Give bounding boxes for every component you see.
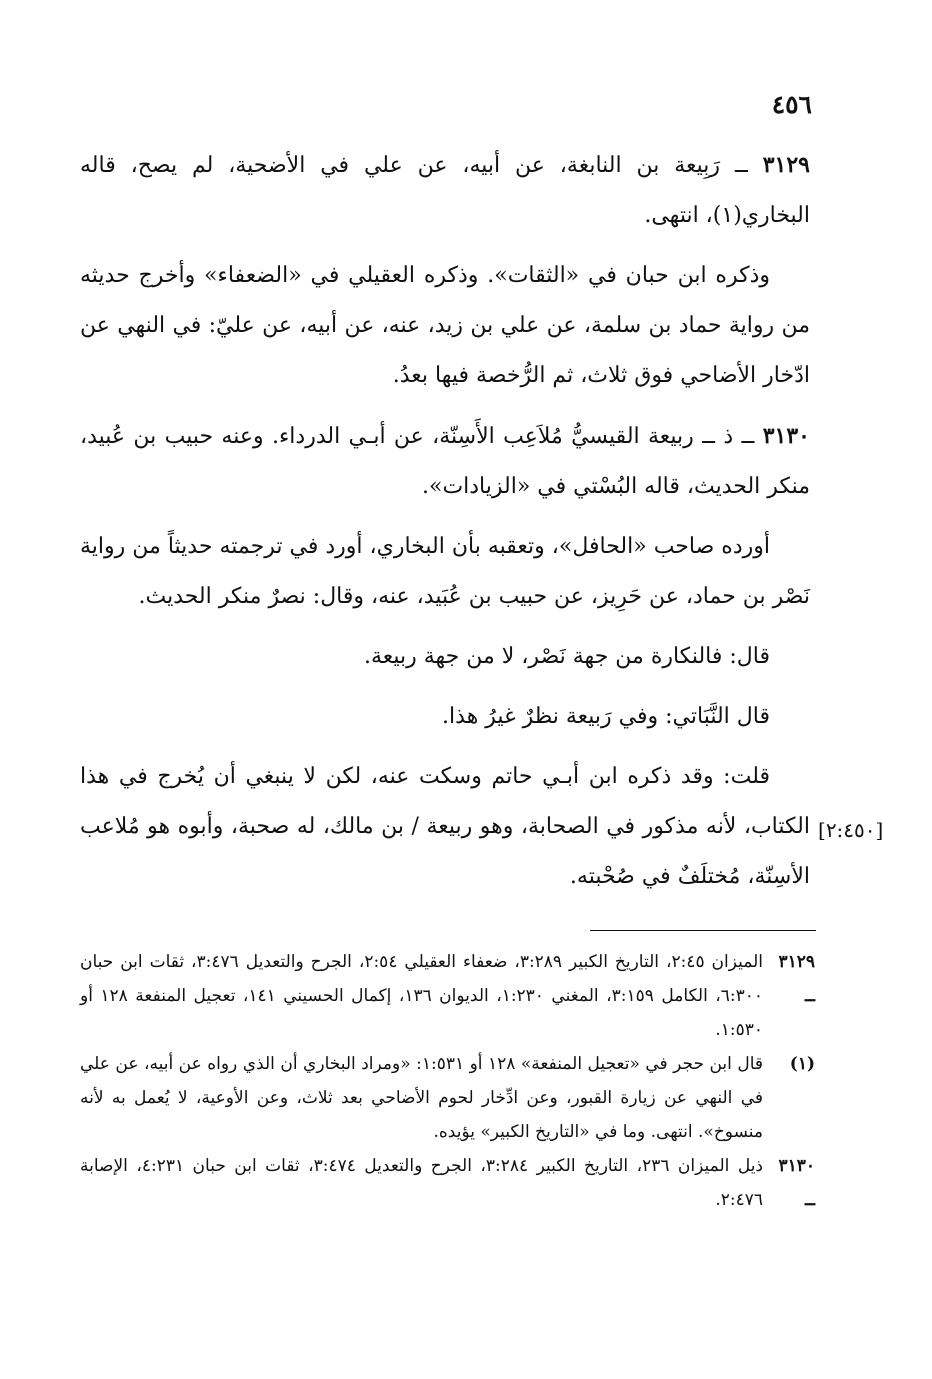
- footnote-text: الميزان ٢:٤٥، التاريخ الكبير ٣:٢٨٩، ضعفاء العقيلي ٢:٥٤، الجرح والتعديل ٣:٤٧٦، ثقات ابن حبان ٦:٣٠٠، الكامل ٣:١٥٩، المغني ١:٢٣٠، الديوان ١٣٦، إكمال الحسيني ١٤١، تعجيل المنفعة ١٢٨ أو ١:٥٣٠.: [80, 952, 764, 1040]
- footnote-separator: [590, 930, 816, 931]
- entry-number: ٣١٣٠: [762, 423, 810, 449]
- paragraph: قال النَّبَاتي: وفي رَبيعة نظرٌ غيرُ هذا.: [442, 704, 770, 729]
- main-text: [80, 140, 810, 912]
- margin-volume-reference: [٢:٤٥٠]: [818, 818, 884, 842]
- footnote-text: قال ابن حجر في «تعجيل المنفعة» ١٢٨ أو ١:٥٣١: «ومراد البخاري أن الذي رواه عن أبيه، عن علي في النهي عن زيارة القبور، وعن ادِّخار لحوم الأضاحي بعد ثلاث، وعن الأوعية، لا يُعمل به لأنه منسوخ». انتهى. وما في «التاريخ الكبير» يؤيده.: [80, 1054, 764, 1142]
- footnote: [80, 945, 815, 1047]
- entry-text: ــ رَبِيعة بن النابغة، عن أبيه، عن علي في الأضحية، لم يصح، قاله البخاري(١)، انتهى.: [80, 153, 810, 228]
- footnote: [80, 1047, 815, 1149]
- entry-3129: [80, 140, 810, 241]
- footnote-text: ذيل الميزان ٢٣٦، التاريخ الكبير ٣:٢٨٤، الجرح والتعديل ٣:٤٧٤، ثقات ابن حبان ٤:٢٣١، الإصابة ٢:٤٧٦.: [80, 1156, 763, 1210]
- entry-number: ٣١٢٩: [762, 152, 810, 178]
- footnote-label: ٣١٣٠ ــ: [778, 1156, 815, 1210]
- footnote: [80, 1149, 815, 1217]
- footnotes: [80, 945, 815, 1217]
- footnote-label: ٣١٢٩ ــ: [778, 952, 815, 1006]
- paragraph: قلت: وقد ذكره ابن أبـي حاتم وسكت عنه، لكن لا ينبغي أن يُخرج في هذا الكتاب، لأنه مذكور في الصحابة، وهو ربيعة / بن مالك، له صحبة، وأبوه هو مُلاعب الأسِنّة، مُختلَفٌ في صُحْبته.: [80, 764, 810, 889]
- page-number: ٤٥٦: [771, 90, 812, 119]
- paragraph: قال: فالنكارة من جهة نَصْر، لا من جهة ربيعة.: [363, 644, 770, 669]
- paragraph: أورده صاحب «الحافل»، وتعقبه بأن البخاري، أورد في ترجمته حديثاً من رواية نَصْر بن حماد، عن حَرِيز، عن حبيب بن عُبَيد، عنه، وقال: نصرٌ منكر الحديث.: [80, 534, 810, 609]
- footnote-label: (١): [789, 1054, 815, 1074]
- entry-3130: [80, 411, 810, 512]
- paragraph: وذكره ابن حبان في «الثقات». وذكره العقيلي في «الضعفاء» وأخرج حديثه من رواية حماد بن سلمة، عن علي بن زيد، عنه، عن أبيه، عن عليّ: في النهي عن ادّخار الأضاحي فوق ثلاث، ثم الرُّخصة فيها بعدُ.: [80, 263, 810, 388]
- entry-text: ــ ذ ــ ربيعة القيسيُّ مُلاَعِب الأَسِنّة، عن أبـي الدرداء. وعنه حبيب بن عُبيد، منكر الحديث، قاله البُسْتي في «الزيادات».: [80, 424, 810, 499]
